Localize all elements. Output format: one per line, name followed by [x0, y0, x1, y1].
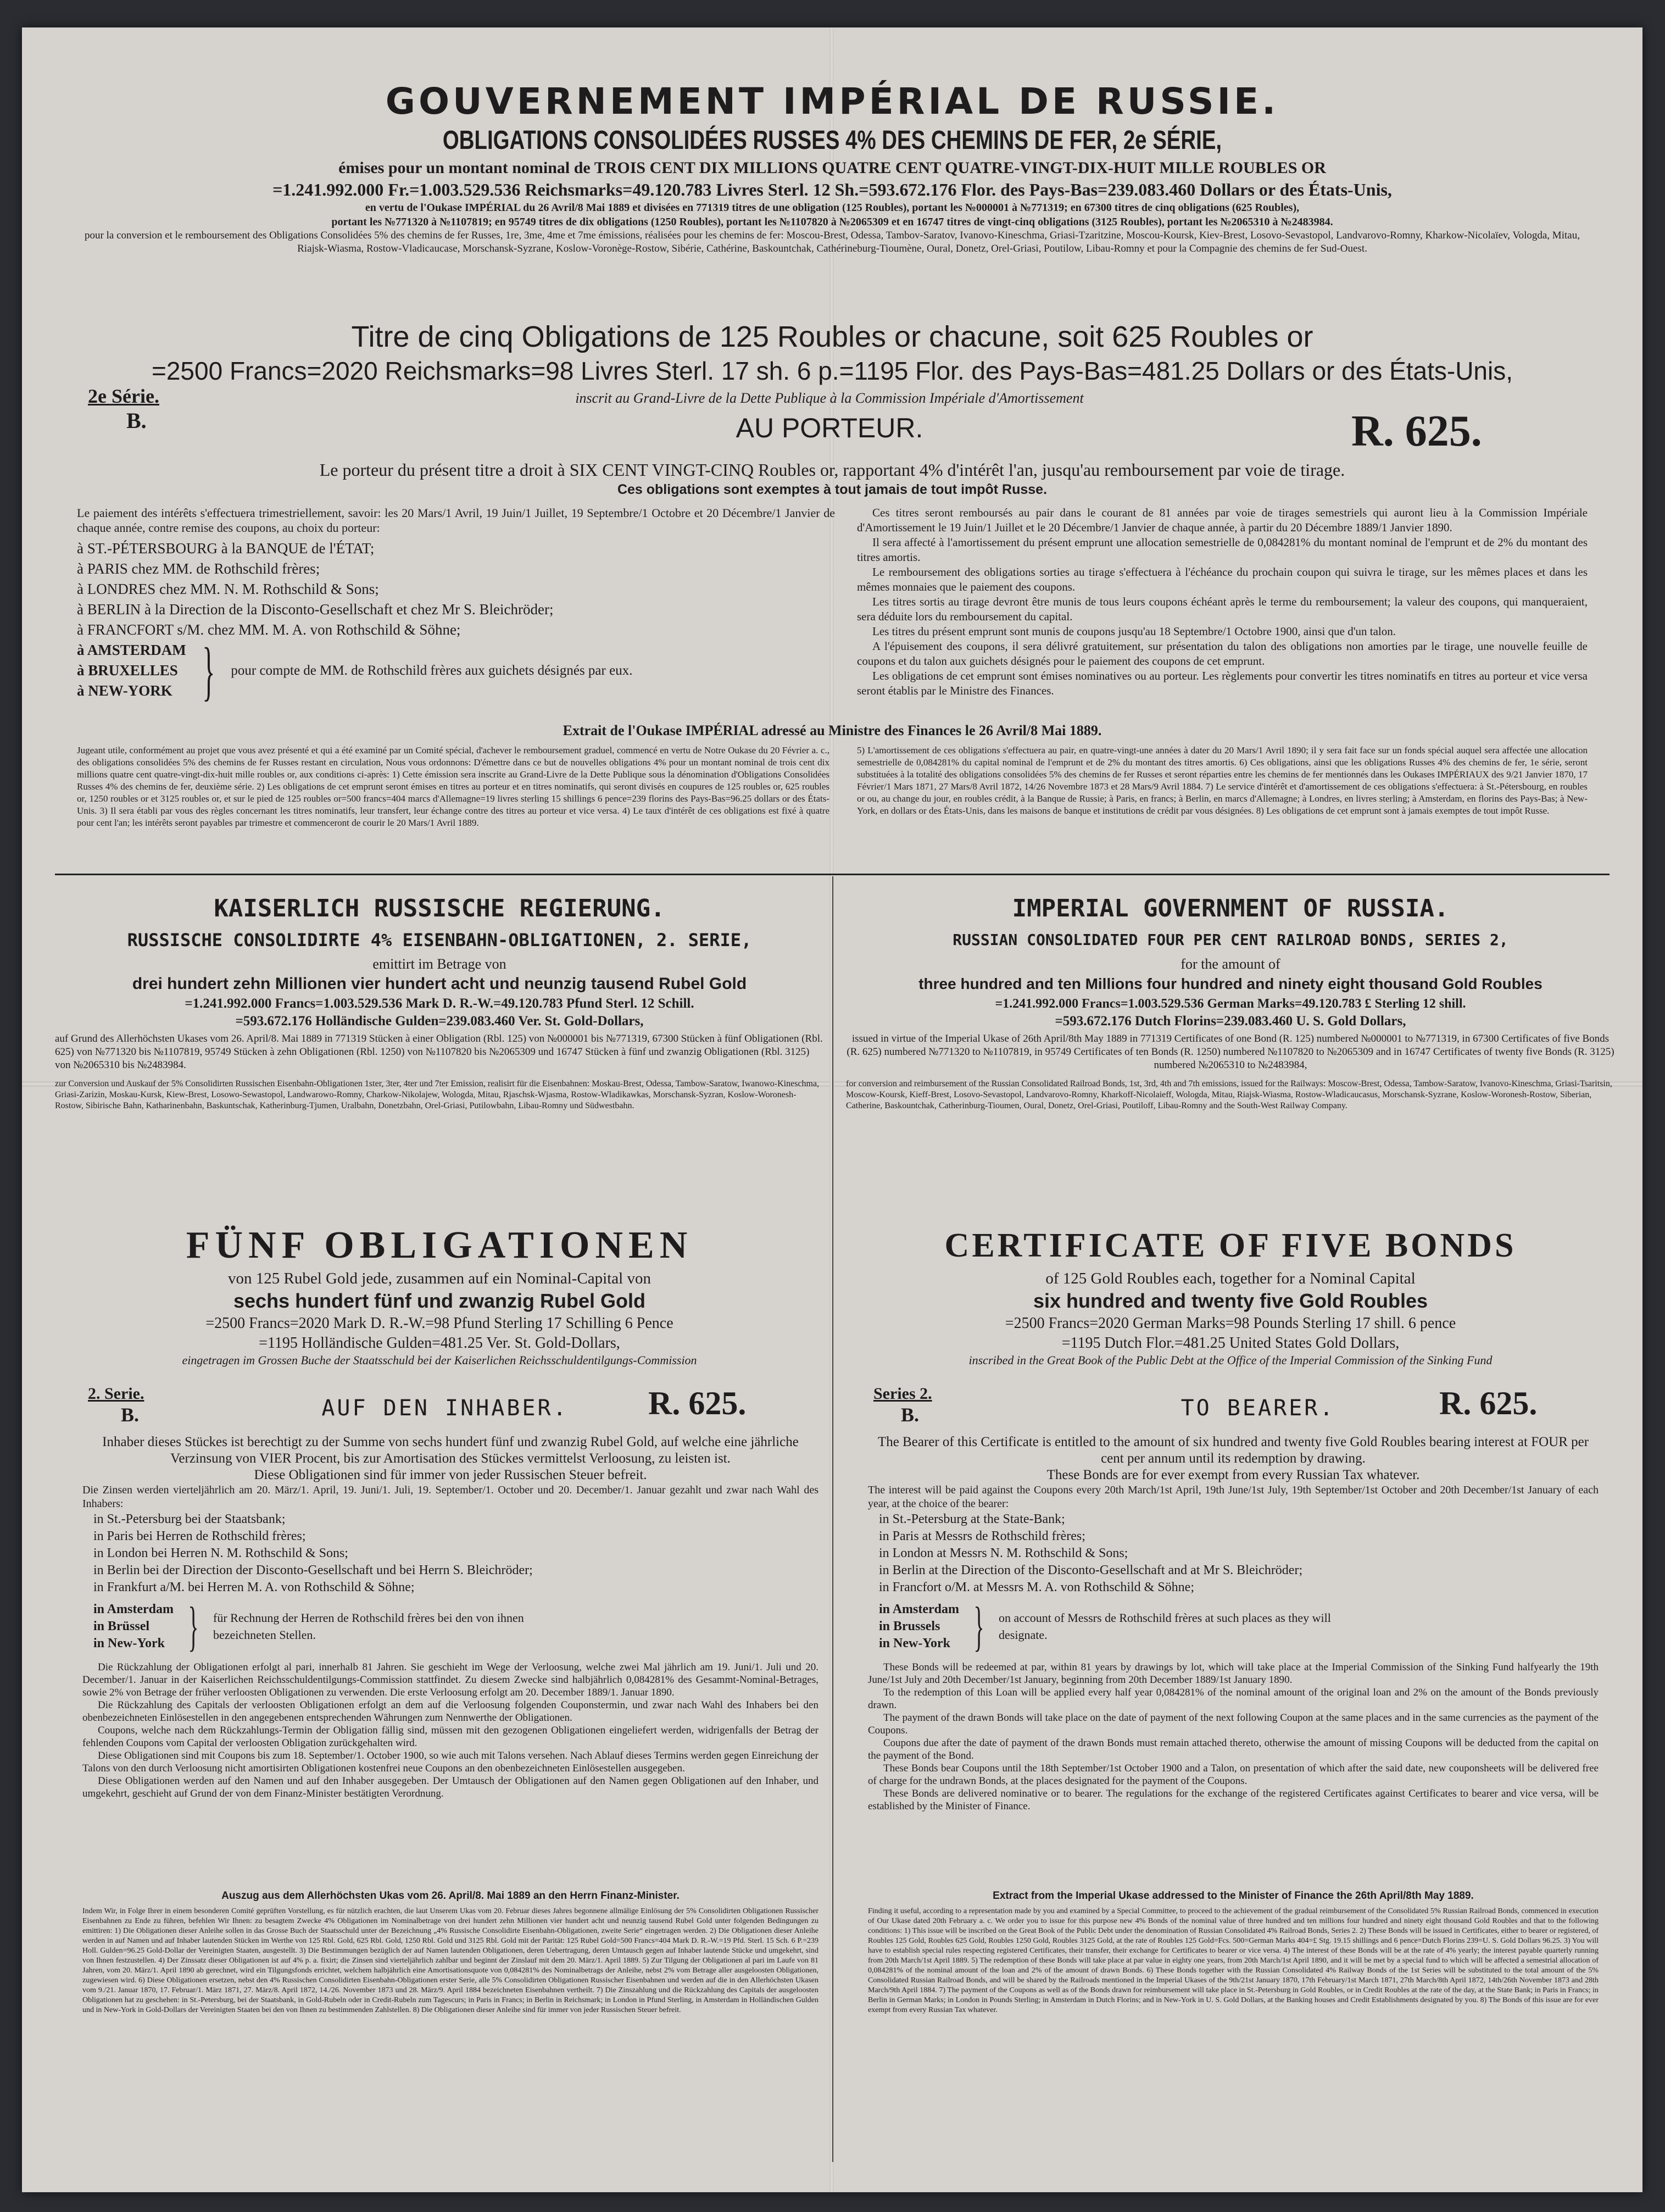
de-payment-places: [93, 1511, 818, 1657]
de-place-8: in New-York: [93, 1636, 165, 1650]
de-inhaber-text2: Diese Obligationen sind für immer von jeder Russischen Steuer befreit.: [254, 1468, 647, 1482]
fr-condition-1: Ces titres seront remboursés au pair dans le courant de 81 années par voie de tirages semestriels qui auront lieu à la Commission Impériale d'Amortissement le 19 Juin/1 Juillet et le 20 Décembre/1 Janvier de chaque année, à partir du 20 Décembre 1889/1 Janvier 1890.: [857, 506, 1588, 534]
de-value: R. 625.: [648, 1385, 747, 1421]
en-condition-1: These Bonds will be redeemed at par, within 81 years by drawings by lot, which will take place at the Imperial Commission of the Sinking Fund halfyearly the 19th June/1st July and 20th December/1st January, beginning from 20th December 1889/1st January 1890.: [868, 1661, 1599, 1686]
de-condition-1: Die Rückzahlung der Obligationen erfolgt al pari, innerhalb 81 Jahren. Sie geschieht im Wege der Verloosung, welche zwei Mal jährlich am 19. Juni/1. Juli und 20. December/1. Januar in der Kaiserlichen Reichsschuldentilgungs-Commission stattfindet. Zu diesem Zwecke sind halbjährlich 0,084281% des Gesammt-Nominal-Betrages, sowie 2% von Betrage der früher verloosten Obligationen zu verwenden. Die erste Verloosung erfolgt am 20. December 1889/1. Januar 1890.: [82, 1661, 818, 1698]
de-condition-4: Diese Obligationen sind mit Coupons bis zum 18. September/1. October 1900, so wie auch mit Talons versehen. Nach Ablauf dieses Termins werden gegen Einreichung der Talons von den durch Verloosung nicht amortisirten Obligationen kostenfrei neue Coupons an den obenbezeichneten Einlösestellen ausgegeben.: [82, 1750, 818, 1774]
de-title2: FÜNF OBLIGATIONEN: [186, 1224, 693, 1266]
fr-extrait-right: 5) L'amortissement de ces obligations s'effectuera au pair, en quatre-vingt-une années à dater du 20 Mars/1 Avril 1890; il y sera fait face sur un fonds spécial auquel sera affectée une allocation semestrielle de 0,084281% du capital nominal de l'emprunt et de 2% du montant des titres amortis. 6) Ces obligations, ainsi que les obligations Russes 4% des chemins de fer, 1e série, seront substituées à la totalité des obligations consolidées 5% des chemins de fer Russes et seront réparties entre les chemins de fer mentionnés dans les Oukases IMPÉRIAUX des 9/21 Janvier 1870, 17 Février/1 Mars 1871, 27 Mars/8 Avril 1872, 14/26 Novembre 1873 et 28 Mars/9 Avril 1884. 7) Le service d'intérêt et d'amortissement de ces obligations s'effectuera: à St.-Pétersbourg, en roubles or ou, au change du jour, en roubles crédit, à la Banque de Russie; à Paris, en francs; à Berlin, en marcs d'Allemagne; à Londres, en livres sterling; à Amsterdam, en florins des Pays-Bas; à New-York, en dollars or des États-Unis, dans les maisons de banque et institutions de crédit par vous désignées. 8) Les obligations de cet emprunt sont à jamais exemptes de tout impôt Russe.: [857, 745, 1588, 816]
en-condition-4: Coupons due after the date of payment of the drawn Bonds must remain attached thereto, otherwise the amount of missing Coupons will be deducted from the capital on the payment of the Bond.: [868, 1737, 1599, 1761]
en-extract-text: Finding it useful, according to a representation made by you and examined by a Special Committee, to proceed to the achievement of the gradual reimbursement of the Consolidated 5% Russian Railroad Bonds, commenced in execution of Our Ukase dated 20th February a. c. We order you to issue for this purpose new 4% Bonds of the nominal value of three hundred and ten millions four hundred and ninety eight thousand Gold Roubles and that to the following conditions: 1) This issue will be inscribed on the Great Book of the Public Debt under the denomination of Russian Consolidated 4% Railroad Bonds, Series 2. 2) These Bonds will be issued in Certificates, either to bearer or registered, of Roubles 125 Gold, Roubles 625 Gold, Roubles 1250 Gold, Roubles 3125 Gold, at the rate of Roubles 125 Gold=Fcs. 500=German Marks 404=£ Stg. 19.15 shillings and 6 pence=Dutch Florins 239=U. S. Gold Dollars 96.25. 3) You will have to establish special rules respecting registered Certificates, their transfer, their exchange for Certificates to bearer or vice versa. 4) The interest of these Bonds will be at the rate of 4% yearly; the interest payable quarterly running from 20th March/1st April 1889. 5) The redemption of these Bonds will take place at par value in eighty one years, from 20th March/1st April 1890, and it will be met by a special fund to which will be affected a semestrial allocation of 0,084281% of the nominal amount of the loan and 2% of the amount of drawn Bonds. 6) These Bonds together with the Russian Consolidated 4% Railway Bonds of the 1st Series will be substituted to the total amount of the 5% Consolidated Russian Railroad Bonds, and will be shared by the Railroads mentioned in the Imperial Ukases of the 9th/21st January 1870, 17th February/1st March 1871, 27th March/8th April 1872, 14th/26th November 1873 and 28th March/9th April 1884. 7) The payment of the Coupons as well as of the Bonds drawn for reimbursement will take place in St.-Petersburg in Gold Roubles, or in Credit Roubles at the rate of the day, at the State Bank; in Paris in Francs; in Berlin in German Marks; in London in Pounds Sterling; in Amsterdam in Dutch Florins; and in New-York in U. S. Gold Dollars, at the Banking houses and Credit Establishments designated by you. 8) The Bonds of this issue are for ever exempt from every Russian Tax whatever.: [868, 1907, 1599, 2014]
de-conversion: zur Conversion und Auskauf der 5% Consolidirten Russischen Eisenbahn-Obligationen 1ster, 3ter, 4ter und 7ter Emission, realisirt für die Eisenbahnen: Moskau-Brest, Odessa, Tambow-Saratow, Iwanowo-Kineschma, Griasi-Zarizin, Moskau-Kursk, Kiew-Brest, Losowo-Sewastopol, Landwarowo-Romny, Charkow-Nikolajew, Wologda, Mitau, Rjaschsk-Wjasma, Rostow-Wladikawkas, Morschansk-Syzran, Koslow-Woronesh-Rostow, Sibirische Bahn, Katharinenbahn, Baskuntschak, Katherinburg-Tjumen, Uralbahn, Donetzbahn, Orel-Griasi, Putilowbahn, Libau-Romny und Südwestbahn.: [55, 1079, 820, 1110]
en-subtitle: RUSSIAN CONSOLIDATED FOUR PER CENT RAILROAD BONDS, SERIES 2,: [953, 931, 1508, 949]
de-serie: [88, 1385, 144, 1426]
en-place-group: [879, 1596, 1599, 1657]
fr-title2-line2: =2500 Francs=2020 Reichsmarks=98 Livres Sterl. 17 sh. 6 p.=1195 Flor. des Pays-Bas=481.25 Dollars or des États-Unis,: [151, 357, 1513, 385]
de-place-7: in Brüssel: [93, 1619, 150, 1633]
en-amount-eq2: =593.672.176 Dutch Florins=239.083.460 U. S. Gold Dollars,: [1055, 1014, 1406, 1029]
fr-payment-places: [77, 538, 835, 707]
en-place-2: in Paris at Messrs de Rothschild frères;: [879, 1529, 1085, 1543]
de-place-6: in Amsterdam: [93, 1602, 174, 1616]
fr-condition-6: A l'épuisement des coupons, il sera délivré gratuitement, sur présentation du talon des obligations non amorties par le tirage, une nouvelle feuille de coupons et du talon aux guichets désignés pour le paiement des coupons de cet emprunt.: [857, 640, 1588, 668]
fr-payment-intro: Le paiement des intérêts s'effectuera trimestriellement, savoir: les 20 Mars/1 Avril, 19 Juin/1 Juillet, 19 Septembre/1 Octobre et 20 Décembre/1 Janvier de chaque année, contre remise des coupons, au choix du porteur:: [77, 506, 835, 535]
en-place-4: in Berlin at the Direction of the Disconto-Gesellschaft and at Mr S. Bleichröder;: [879, 1563, 1303, 1577]
fr-subtitle: OBLIGATIONS CONSOLIDÉES RUSSES 4% DES CHEMINS DE FER, 2e SÉRIE,: [442, 126, 1222, 155]
en-title2: CERTIFICATE OF FIVE BONDS: [944, 1227, 1517, 1264]
fr-extrait-left: Jugeant utile, conformément au projet que vous avez présenté et qui a été examiné par un Comité spécial, d'achever le remboursement graduel, commencé en vertu de Notre Oukase du 20 Février a. c., des obligations consolidées 5% des chemins de fer Russes restant en circulation, Nous vous ordonnons: D'émettre dans ce but de nouvelles obligations 4% pour un montant nominal de trois cent dix millions quatre cent quatre-vingt-dix-huit mille roubles or, aux conditions ci-après: 1) Cette émission sera inscrite au Grand-Livre de la Dette Publique sous la dénomination d'Obligations Consolidées Russes 4% des chemins de fer, deuxième série. 2) Les obligations de cet emprunt seront émises en titres au porteur et en titres nominatifs, qui seront divisés en coupures de 125 roubles or, 625 roubles or, 1250 roubles or et 3125 roubles or, et sur le pied de 125 roubles or=500 francs=404 marcs d'Allemagne=19 livres sterling 15 shillings 6 pence=239 florins des Pays-Bas=96.25 dollars or des États-Unis. 3) Il sera établi par vous des règles concernant les titres nominatifs, leur transfert, leur échange contre des titres au porteur et vice versa. 4) Le taux d'intérêt de ces obligations est fixé à quatre pour cent l'an; les intérêts seront payables par trimestre et commenceront de courir le 20 Mars/1 Avril 1889.: [77, 745, 829, 828]
de-subtitle: RUSSISCHE CONSOLIDIRTE 4% EISENBAHN-OBLIGATIONEN, 2. SERIE,: [127, 930, 752, 951]
brace-icon: }: [188, 1596, 199, 1657]
fr-inscrit: inscrit au Grand-Livre de la Dette Publique à la Commission Impériale d'Amortissement: [575, 390, 1084, 406]
en-place-6: in Amsterdam: [879, 1602, 959, 1616]
brace-icon: }: [202, 633, 215, 707]
fr-title2-block: [55, 319, 1610, 387]
de-eingetragen: eingetragen im Grossen Buche der Staatsschuld bei der Kaiserlichen Reichsschuldentilgungs-Commission: [182, 1353, 697, 1367]
en-for-amount: for the amount of: [1180, 956, 1280, 972]
en-bearer-text: The Bearer of this Certificate is entitled to the amount of six hundred and twenty five Gold Roubles bearing interest at FOUR per cent per annum until its redemption by drawing.: [877, 1435, 1589, 1466]
fr-place-5: à FRANCFORT s/M. chez MM. M. A. von Rothschild & Söhne;: [77, 621, 461, 638]
en-body: [868, 1434, 1599, 1813]
de-inhaber: AUF DEN INHABER.: [321, 1396, 569, 1421]
fr-porteur: AU PORTEUR.: [736, 413, 923, 443]
fr-porteur-text2: Ces obligations sont exemptes à tout jamais de tout impôt Russe.: [617, 482, 1048, 497]
fr-porteur-text: [55, 459, 1610, 498]
de-place-5: in Frankfurt a/M. bei Herren M. A. von Rothschild & Söhne;: [93, 1580, 415, 1594]
de-place-4: in Berlin bei der Direction der Disconto-Gesellschaft und bei Herrn S. Bleichröder;: [93, 1563, 533, 1577]
fr-serie-label: 2e Série.: [88, 385, 159, 407]
de-amount-eq1: =1.241.992.000 Francs=1.003.529.536 Mark D. R.-W.=49.120.783 Pfund Sterl. 12 Schill.: [185, 996, 694, 1011]
fr-amount-line-5: pour la conversion et le remboursement des Obligations Consolidées 5% des chemins de fer Russes, 1re, 3me, 4me et 7me émissions, réalisées pour les chemins de fer: Moscou-Brest, Odessa, Tambov-Saratov, Ivanovo-Kineschma, Griasi-Tzaritzine, Moscou-Koursk, Kiev-Brest, Losovo-Sevastopol, Landvarovo-Romny, Kharkow-Nicolaïev, Vologda, Mitau, Riajsk-Wiasma, Rostow-Vladicaucase, Morschansk-Syzrane, Koslow-Voronège-Rostow, Sibérie, Cathérine, Baskountchak, Cathérineburg-Tioumène, Oural, Donetz, Orel-Griasi, Poutilow, Libau-Romny et pour la Compagnie des chemins de fer Sud-Ouest.: [85, 230, 1580, 254]
en-amount-eq1: =1.241.992.000 Francs=1.003.529.536 German Marks=49.120.783 £ Sterling 12 shill.: [995, 997, 1466, 1011]
de-amount-words: drei hundert zehn Millionen vier hundert acht und neunzig tausend Rubel Gold: [132, 975, 747, 993]
de-t2-l2: sechs hundert fünf und zwanzig Rubel Gold: [233, 1290, 645, 1312]
fr-condition-4: Les titres sortis au tirage devront être munis de tous leurs coupons échéant après le terme du remboursement; la valeur des coupons, qui manqueraient, sera déduite lors du remboursement du capital.: [857, 595, 1588, 623]
fr-place-1: à ST.-PÉTERSBOURG à la BANQUE de l'ÉTAT;: [77, 540, 375, 557]
de-conditions: [82, 1661, 818, 1800]
de-letter: B.: [121, 1404, 140, 1426]
de-title: KAISERLICH RUSSISCHE REGIERUNG.: [214, 894, 665, 922]
fr-place-3: à LONDRES chez MM. N. M. Rothschild & Sons;: [77, 581, 379, 597]
fr-amount-line-2: =1.241.992.000 Fr.=1.003.529.536 Reichsmarks=49.120.783 Livres Sterl. 12 Sh.=593.672.176 Flor. des Pays-Bas=239.083.460 Dollars or des États-Unis,: [272, 180, 1392, 199]
fr-place-4: à BERLIN à la Direction de la Disconto-Gesellschaft et chez Mr S. Bleichröder;: [77, 601, 554, 618]
de-t2-l3: =2500 Francs=2020 Mark D. R.-W.=98 Pfund Sterling 17 Schilling 6 Pence: [205, 1315, 673, 1332]
en-condition-6: These Bonds are delivered nominative or to bearer. The regulations for the exchange of the registered Certificates against Certificates to bearer and vice versa, will be established by the Minister of Finance.: [868, 1788, 1599, 1812]
fr-value: R. 625.: [1351, 407, 1482, 455]
en-place-3: in London at Messrs N. M. Rothschild & Sons;: [879, 1546, 1128, 1560]
en-t2-l3: =2500 Francs=2020 German Marks=98 Pounds Sterling 17 shill. 6 pence: [1005, 1315, 1456, 1332]
fr-place-group: [77, 633, 835, 707]
en-condition-2: To the redemption of this Loan will be applied every half year 0,084281% of the nominal amount of the original loan and 2% on the amount of the Bonds previously drawn.: [868, 1687, 1599, 1711]
fr-payment: [77, 505, 835, 707]
de-title2-block: [55, 1222, 824, 1368]
en-t2-l2: six hundred and twenty five Gold Roubles: [1033, 1290, 1428, 1312]
en-letter: B.: [901, 1404, 920, 1426]
column-divider: [832, 876, 833, 2162]
en-place-note: on account of Messrs de Rothschild frères at such places as they will designate.: [999, 1611, 1331, 1642]
fr-condition-2: Il sera affecté à l'amortissement du présent emprunt une allocation semestrielle de 0,084281% du montant nominal de l'emprunt et de 2% du montant des titres amortis.: [857, 536, 1588, 564]
fr-condition-3: Le remboursement des obligations sorties au tirage s'effectuera à l'échéance du prochain coupon qui suivra le tirage, sur les mêmes places et dans les mêmes monnaies que le paiement des coupons.: [857, 565, 1588, 593]
en-place-8: in New-York: [879, 1636, 950, 1650]
en-t2-l1: of 125 Gold Roubles each, together for a Nominal Capital: [1045, 1270, 1416, 1287]
fr-amount-line-4: portant les №771320 à №1107819; en 95749 titres de dix obligations (1250 Roubles), portant les №1107820 à №2065309 et en 16747 titres de vingt-cinq obligations (3125 Roubles), portant les №2065310 à №2483984.: [331, 216, 1333, 228]
de-t2-l4: =1195 Holländische Gulden=481.25 Ver. St. Gold-Dollars,: [259, 1335, 620, 1352]
de-condition-5: Diese Obligationen werden auf den Namen und auf den Inhaber ausgegeben. Der Umtausch der Obligationen auf den Namen gegen Obligationen auf den Inhaber, und umgekehrt, geschieht auf Grund der von dem Finanz-Minister bestätigten Verordnung.: [82, 1775, 818, 1799]
en-inscribed: inscribed in the Great Book of the Public Debt at the Office of the Imperial Commission of the Sinking Fund: [968, 1353, 1493, 1367]
fr-amount-line-1: émises pour un montant nominal de TROIS CENT DIX MILLIONS QUATRE CENT QUATRE-VINGT-DIX-HUIT MILLE ROUBLES OR: [338, 159, 1326, 177]
de-condition-3: Coupons, welche nach dem Rückzahlungs-Termin der Obligation fällig sind, müssen mit den gezogenen Obligationen eingeliefert werden, widrigenfalls der Betrag der fehlenden Coupons vom Capital der verloosten Obligation zurückgehalten wird.: [82, 1725, 818, 1749]
de-place-note: für Rechnung der Herren de Rothschild frères bei den von ihnen bezeichneten Stellen.: [213, 1611, 524, 1642]
en-value: R. 625.: [1439, 1385, 1538, 1421]
en-bearer-text2: These Bonds are for ever exempt from every Russian Tax whatever.: [1046, 1468, 1420, 1482]
de-place-3: in London bei Herren N. M. Rothschild & Sons;: [93, 1546, 348, 1560]
de-body: [82, 1434, 818, 1800]
fr-porteur-text1: Le porteur du présent titre a droit à SIX CENT VINGT-CINQ Roubles or, rapportant 4% d'intérêt l'an, jusqu'au remboursement par voie de tirage.: [319, 460, 1345, 480]
en-header: [846, 893, 1615, 1111]
de-header: [55, 893, 824, 1111]
de-auszug-text: Indem Wir, in Folge Ihrer in einem besonderen Comité geprüften Vorstellung, es für nützlich erachten, die laut Unserem Ukas vom 20. Februar dieses Jahres begonnene allmälige Einlösung der 5% Consolidirten Obligationen Russischer Eisenbahnen zu Ende zu führen, befehlen Wir Ihnen: zu besagtem Zwecke 4% Obligationen im Nominalbetrage von drei hundert zehn Millionen vier hundert acht und neunzig tausend Rubel Gold unter folgenden Bedingungen zu emittiren: 1) Die Obligationen dieser Anleihe sollen in das Grosse Buch der Staatsschuld unter der Bezeichnung „4% Russische Consolidirte Eisenbahn-Obligationen, zweite Serie“ eingetragen werden. 2) Die Obligationen dieser Anleihe werden in auf Namen und auf Inhaber lautenden Stücken im Werthe von 125 Rbl. Gold, 625 Rbl. Gold, 1250 Rbl. Gold und 3125 Rbl. Gold mit der Parität: 125 Rubel Gold=500 Francs=404 Mark D. R.-W.=19 Pfd. Sterl. 15 Sch. 6 P.=239 Holl. Gulden=96.25 Gold-Dollar der Vereinigten Staaten, ausgestellt. 3) Die Bestimmungen bezüglich der auf Namen lautenden Obligationen, deren Uebertragung, deren Umtausch gegen auf Inhaber lautende Stücke und umgekehrt, sind von Ihnen festzustellen. 4) Der Zinssatz dieser Obligationen ist auf 4% p. a. fixirt; die Zinsen sind vierteljährlich zahlbar und beginnt der Zinslauf mit dem 20. März/1. April 1889. 5) Zur Tilgung der Obligationen al pari im Laufe von 81 Jahren, vom 20. März/1. April 1890 ab gerechnet, wird ein Tilgungsfonds errichtet, welchem halbjährlich eine Amortisationsquote von 0,084281% des Nominalbetrags der Anleihe, nebst 2% vom Betrage aller ausgeloosten Obligationen, zugewiesen wird. 6) Diese Obligationen ersetzen, nebst den 4% Russischen Consolidirten Eisenbahn-Obligationen erster Serie, alle 5% Consolidirten Obligationen Russischer Eisenbahnen und werden auf die in den Allerhöchsten Ukasen vom 9./21. Januar 1870, 17. Februar/1. März 1871, 27. März/8. April 1872, 14./26. November 1873 und 28. März/9. April 1884 bezeichneten Eisenbahnen vertheilt. 7) Die Zinszahlung und die Rückzahlung des Capitals der ausgeloosten Obligationen hat zu geschehen: in St.-Petersburg, bei der Staatsbank, in Gold-Rubeln oder in Credit-Rubeln zum Tagescurs; in Paris in Francs; in Berlin in Reichsmark; in London in Pfund Sterling, in Amsterdam in Holländischen Gulden und in New-York in Gold-Dollars der Vereinigten Staaten bei den von Ihnen zu bestimmenden Zahlstellen. 8) Die Obligationen dieser Anleihe sind für immer von jeder Russischen Steuer befreit.: [82, 1907, 818, 2014]
fr-place-8: à NEW-YORK: [77, 682, 172, 699]
fr-amount-line-3: en vertu de l'Oukase IMPÉRIAL du 26 Avril/8 Mai 1889 et divisées en 771319 titres de une obligation (125 Roubles), portant les №000001 à №771319; en 67300 titres de cinq obligations (625 Roubles),: [365, 202, 1300, 214]
fr-title2-line1: Titre de cinq Obligations de 125 Roubles or chacune, soit 625 Roubles or: [351, 320, 1313, 353]
de-place-2: in Paris bei Herren de Rothschild frères;: [93, 1529, 306, 1543]
en-t2-l4: =1195 Dutch Flor.=481.25 United States Gold Dollars,: [1061, 1335, 1400, 1352]
fr-condition-7: Les obligations de cet emprunt sont émises nominatives ou au porteur. Les règlements pour convertir les titres nominatifs en titres au porteur et vice versa seront établis par le Ministre des Finances.: [857, 669, 1588, 697]
de-emittirt: emittirt im Betrage von: [372, 956, 506, 972]
brace-icon: }: [973, 1596, 984, 1657]
en-condition-5: These Bonds bear Coupons until the 18th September/1st October 1900 and a Talon, on presentation of which after the said date, new couponsheets will be delivered free of charge for the undrawn Bonds, at the places designated for the payment of the Coupons.: [868, 1763, 1599, 1787]
bond-document: [22, 27, 1642, 2192]
fr-letter: B.: [126, 408, 147, 433]
en-place-1: in St.-Petersburg at the State-Bank;: [879, 1512, 1065, 1526]
fr-header: [55, 80, 1610, 255]
de-place-1: in St.-Petersburg bei der Staatsbank;: [93, 1512, 286, 1526]
en-condition-3: The payment of the drawn Bonds will take place on the date of payment of the next following Coupon at the same places and in the same currencies as the payment of the Coupons.: [868, 1712, 1599, 1736]
de-t2-l1: von 125 Rubel Gold jede, zusammen auf ein Nominal-Capital von: [228, 1270, 651, 1287]
en-bearer: TO BEARER.: [1180, 1396, 1335, 1421]
fr-place-6: à AMSTERDAM: [77, 642, 186, 658]
en-payment-places: [879, 1511, 1599, 1657]
de-condition-2: Die Rückzahlung des Capitals der verloosten Obligationen erfolgt an dem auf die Verloosung folgenden Couponstermin, und zwar nach Wahl des Inhabers bei den obenbezeichneten Einlösestellen in den angegebenen entsprechenden Währungen zum Nennwerthe der Obligationen.: [82, 1699, 818, 1724]
en-amount-words: three hundred and ten Millions four hundred and ninety eight thousand Gold Roubles: [918, 975, 1543, 992]
fr-extrait-title: Extrait de l'Oukase IMPÉRIAL adressé au Ministre des Finances le 26 Avril/8 Mai 1889.: [563, 722, 1102, 738]
en-title2-block: [846, 1222, 1615, 1368]
en-interest: The interest will be paid against the Coupons every 20th March/1st April, 19th June/1st July, 19th September/1st October and 20th December/1st January of each year, at the choice of the bearer:: [868, 1484, 1599, 1510]
fr-place-2: à PARIS chez MM. de Rothschild frères;: [77, 560, 320, 577]
en-title: IMPERIAL GOVERNMENT OF RUSSIA.: [1012, 894, 1449, 922]
fr-title: GOUVERNEMENT IMPÉRIAL DE RUSSIE.: [385, 80, 1279, 123]
de-inhaber-text: Inhaber dieses Stückes ist berechtigt zu der Summe von sechs hundert fünf und zwanzig Rubel Gold, auf welche eine jährliche Verzinsung von VIER Procent, bis zur Amortisation des Stückes vermittelst Verloosung, zu leisten ist.: [102, 1435, 799, 1466]
en-conditions: [868, 1661, 1599, 1813]
en-serie: [873, 1385, 932, 1426]
fr-conditions: [857, 505, 1588, 698]
de-place-group: [93, 1596, 818, 1657]
en-place-7: in Brussels: [879, 1619, 940, 1633]
de-zinsen: Die Zinsen werden vierteljährlich am 20. März/1. April, 19. Juni/1. Juli, 19. September/1. October und 20. December/1. Januar gezahlt und zwar nach Wahl des Inhabers:: [82, 1484, 818, 1510]
fr-condition-5: Les titres du présent emprunt sont munis de coupons jusqu'au 18 Septembre/1 Octobre 1900, ainsi que d'un talon.: [872, 625, 1396, 638]
en-ukas: issued in virtue of the Imperial Ukase of 26th April/8th May 1889 in 771319 Certificates of one Bond (R. 125) numbered №000001 to №771319, in 67300 Certificates of five Bonds (R. 625) numbered №771320 to №1107819, in 95749 Certificates of ten Bonds (R. 1250) numbered №1107820 to №2065309 and in 16747 Certificates of twenty five Bonds (R. 3125) numbered №2065310 to №2483984,: [847, 1033, 1614, 1071]
fr-serie: [88, 385, 159, 433]
en-conversion: for conversion and reimbursement of the Russian Consolidated Railroad Bonds, 1st, 3rd, 4th and 7th emissions, issued for the Railways: Moscow-Brest, Odessa, Tambow-Saratow, Ivanovo-Kineschma, Griasi-Tsaritsin, Moscow-Koursk, Kieff-Brest, Losovo-Sevastopol, Landvarovo-Romny, Kharkoff-Nicolaieff, Wologda, Mitau, Riajsk-Wiasma, Rostow-Wladicaucasus, Morschansk-Syzrane, Koslow-Woronesh-Rostow, Siberian, Catherine, Baskountchak, Catherinburg-Tioumen, Oural, Donetz, Orel-Griasi, Poutiloff, Libau-Romny and the South-West Railway Company.: [846, 1079, 1612, 1110]
de-ukas: auf Grund des Allerhöchsten Ukases vom 26. April/8. Mai 1889 in 771319 Stücken à einer Obligation (Rbl. 125) von №000001 bis №771319, 67300 Stücken à fünf Obligationen (Rbl. 625) von №771320 bis №1107819, 95749 Stücken à zehn Obligationen (Rbl. 1250) von №1107820 bis №2065309 und 16747 Stücken à fünf und zwanzig Obligationen (Rbl. 3125) von №2065310 bis №2483984.: [55, 1033, 823, 1071]
de-amount-eq2: =593.672.176 Holländische Gulden=239.083.460 Ver. St. Gold-Dollars,: [235, 1014, 644, 1029]
en-serie-label: Series 2.: [873, 1385, 932, 1403]
en-extract-title: Extract from the Imperial Ukase addressed to the Minister of Finance the 26th April/8th May 1889.: [993, 1890, 1474, 1902]
en-place-5: in Francfort o/M. at Messrs M. A. von Rothschild & Söhne;: [879, 1580, 1194, 1594]
fr-place-note: pour compte de MM. de Rothschild frères aux guichets désignés par eux.: [231, 663, 633, 678]
de-auszug-title: Auszug aus dem Allerhöchsten Ukas vom 26. April/8. Mai 1889 an den Herrn Finanz-Minister.: [221, 1890, 680, 1902]
fr-place-7: à BRUXELLES: [77, 662, 178, 679]
de-serie-label: 2. Serie.: [88, 1385, 144, 1403]
section-divider: [55, 874, 1610, 875]
